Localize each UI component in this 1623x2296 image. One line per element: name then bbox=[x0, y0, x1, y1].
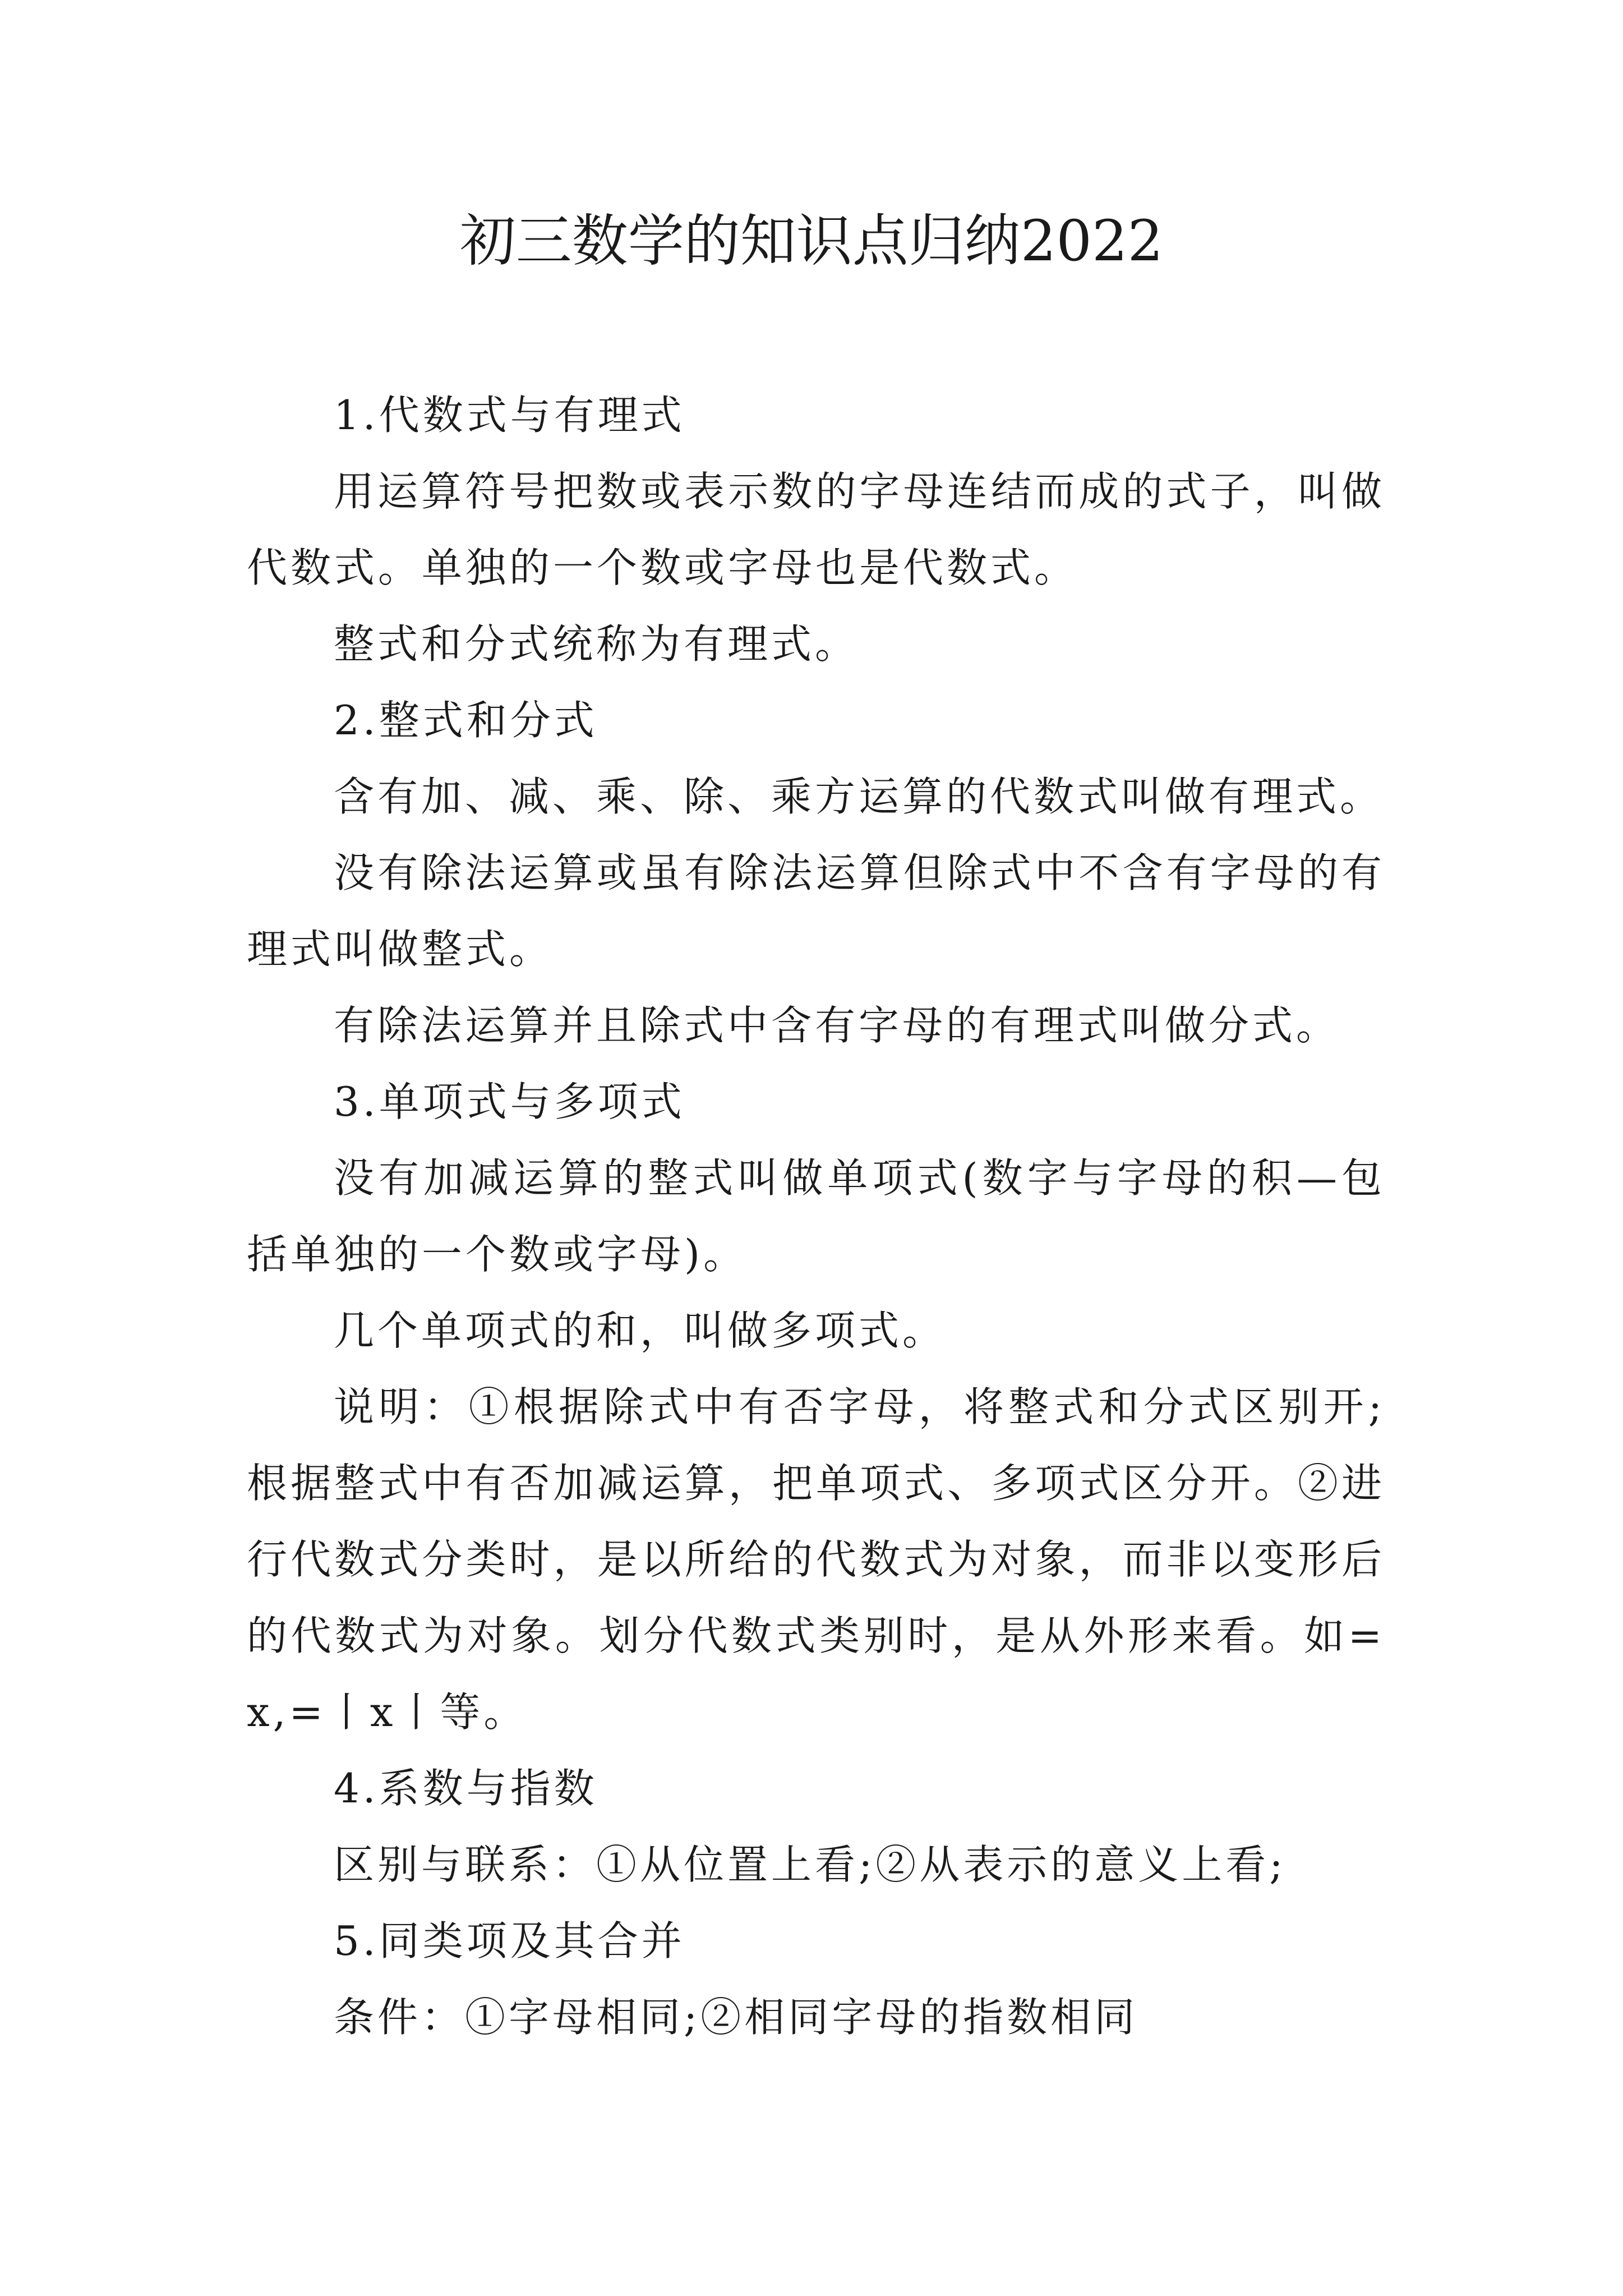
paragraph: 说明：①根据除式中有否字母，将整式和分式区别开;根据整式中有否加减运算，把单项式、多项式区分开。②进行代数式分类时，是以所给的代数式为对象，而非以变形后的代数式为对象。划分代数式类别时，是从外形来看。如=x,=丨x丨等。 bbox=[247, 1383, 1385, 1736]
paragraph: 用运算符号把数或表示数的字母连结而成的式子，叫做代数式。单独的一个数或字母也是代数式。 bbox=[247, 468, 1385, 591]
paragraph: 有除法运算并且除式中含有字母的有理式叫做分式。 bbox=[334, 1002, 1340, 1049]
section-heading-1: 1.代数式与有理式 bbox=[334, 392, 685, 439]
section-heading-5: 5.同类项及其合并 bbox=[334, 1917, 685, 1964]
section-heading-2: 2.整式和分式 bbox=[334, 697, 598, 744]
paragraph: 没有除法运算或虽有除法运算但除式中不含有字母的有理式叫做整式。 bbox=[247, 849, 1385, 973]
paragraph: 没有加减运算的整式叫做单项式(数字与字母的积—包括单独的一个数或字母)。 bbox=[247, 1154, 1385, 1278]
paragraph: 整式和分式统称为有理式。 bbox=[334, 620, 859, 668]
paragraph: 条件：①字母相同;②相同字母的指数相同 bbox=[334, 1994, 1138, 2041]
paragraph: 区别与联系：①从位置上看;②从表示的意义上看; bbox=[334, 1841, 1287, 1888]
section-heading-3: 3.单项式与多项式 bbox=[334, 1078, 685, 1125]
document-title: 初三数学的知识点归纳2022 bbox=[459, 208, 1164, 274]
section-heading-4: 4.系数与指数 bbox=[334, 1765, 598, 1812]
document-body bbox=[247, 377, 1385, 2055]
paragraph: 含有加、减、乘、除、乘方运算的代数式叫做有理式。 bbox=[334, 773, 1384, 820]
paragraph: 几个单项式的和，叫做多项式。 bbox=[334, 1307, 947, 1354]
